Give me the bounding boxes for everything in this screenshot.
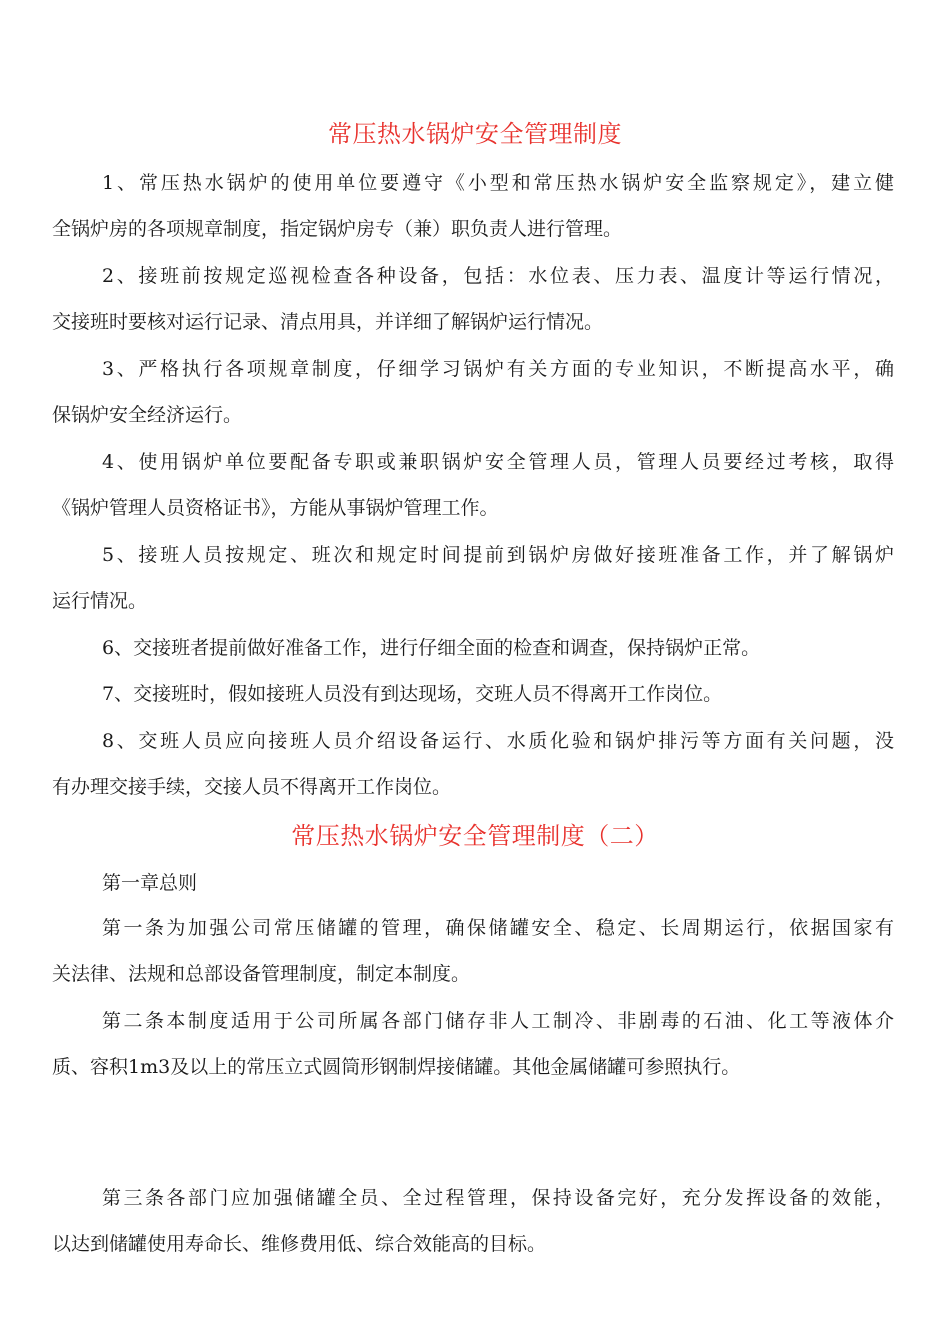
paragraph-3 [52, 346, 894, 438]
paragraph-5 [52, 532, 894, 624]
paragraph-line: 8、交班人员应向接班人员介绍设备运行、水质化验和锅炉排污等方面有关问题，没 [102, 730, 894, 752]
paragraph-line: 有办理交接手续，交接人员不得离开工作岗位。 [52, 776, 452, 798]
paragraph-1 [52, 160, 894, 252]
article-2 [52, 998, 894, 1090]
paragraph-line: 全锅炉房的各项规章制度，指定锅炉房专（兼）职负责人进行管理。 [52, 218, 623, 240]
paragraph-line: 第一条为加强公司常压储罐的管理，确保储罐安全、稳定、长周期运行，依据国家有 [102, 917, 894, 939]
paragraph-2 [52, 253, 894, 345]
paragraph-line: 关法律、法规和总部设备管理制度，制定本制度。 [52, 963, 471, 985]
document-title: 常压热水锅炉安全管理制度 [328, 120, 622, 148]
paragraph-line: 以达到储罐使用寿命长、维修费用低、综合效能高的目标。 [52, 1233, 547, 1255]
paragraph-line: 交接班时要核对运行记录、清点用具，并详细了解锅炉运行情况。 [52, 311, 604, 333]
paragraph-6 [52, 625, 894, 671]
paragraph-line: 质、容积1m3及以上的常压立式圆筒形钢制焊接储罐。其他金属储罐可参照执行。 [52, 1056, 741, 1078]
paragraph-line: 3、严格执行各项规章制度，仔细学习锅炉有关方面的专业知识，不断提高水平，确 [102, 358, 894, 380]
paragraph-line: 1、常压热水锅炉的使用单位要遵守《小型和常压热水锅炉安全监察规定》，建立健 [102, 172, 894, 194]
paragraph-line: 运行情况。 [52, 590, 148, 612]
paragraph-8 [52, 718, 894, 810]
paragraph-line: 2、接班前按规定巡视检查各种设备，包括：水位表、压力表、温度计等运行情况， [102, 265, 894, 287]
chapter-heading [52, 860, 894, 906]
paragraph-line: 《锅炉管理人员资格证书》，方能从事锅炉管理工作。 [52, 497, 499, 519]
paragraph-line: 5、接班人员按规定、班次和规定时间提前到锅炉房做好接班准备工作，并了解锅炉 [102, 544, 894, 566]
paragraph-line: 第二条本制度适用于公司所属各部门储存非人工制冷、非剧毒的石油、化工等液体介 [102, 1010, 894, 1032]
paragraph-line: 6、交接班者提前做好准备工作，进行仔细全面的检查和调查，保持锅炉正常。 [102, 637, 761, 659]
paragraph-line: 7、交接班时，假如接班人员没有到达现场，交班人员不得离开工作岗位。 [102, 683, 723, 705]
paragraph-7 [52, 671, 894, 717]
paragraph-line: 4、使用锅炉单位要配备专职或兼职锅炉安全管理人员，管理人员要经过考核，取得 [102, 451, 894, 473]
article-3 [52, 1175, 894, 1267]
paragraph-line: 第一章总则 [102, 872, 198, 894]
document-title-2: 常压热水锅炉安全管理制度（二） [291, 822, 659, 850]
paragraph-line: 保锅炉安全经济运行。 [52, 404, 243, 426]
paragraph-4 [52, 439, 894, 531]
paragraph-line: 第三条各部门应加强储罐全员、全过程管理，保持设备完好，充分发挥设备的效能， [102, 1187, 894, 1209]
article-1 [52, 905, 894, 997]
